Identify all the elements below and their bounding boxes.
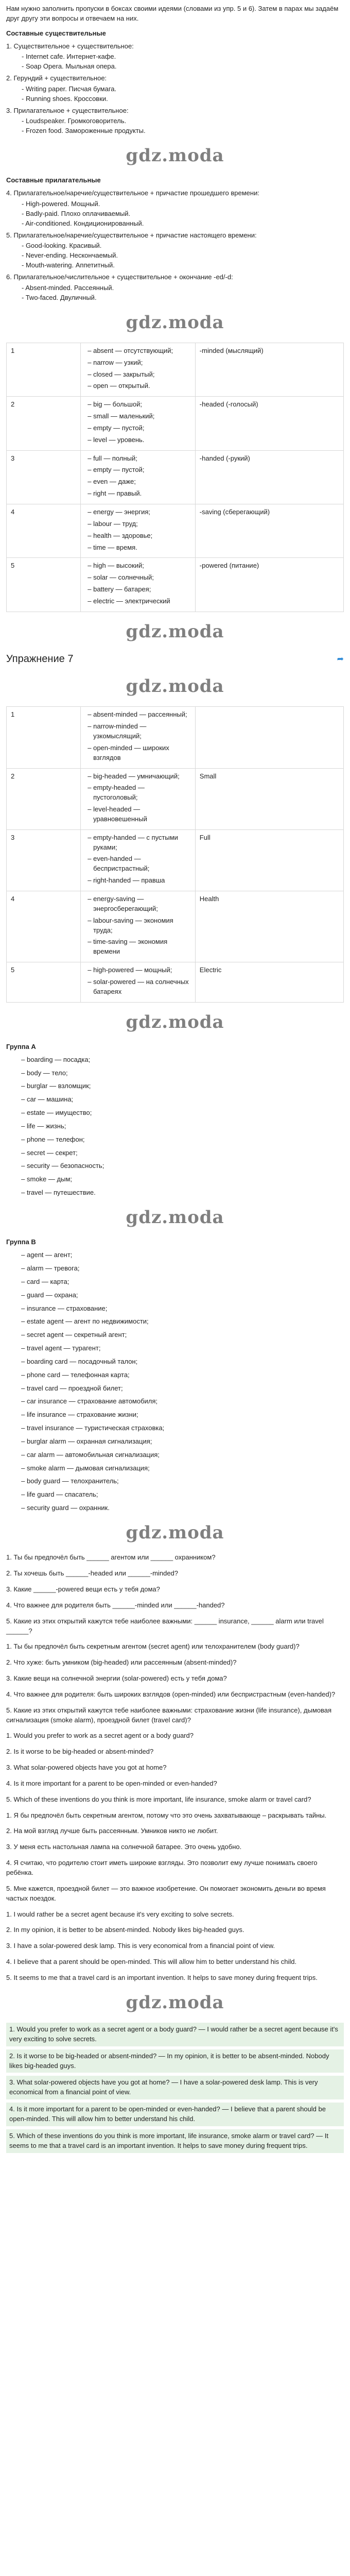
dialog-line: 3. What solar-powered objects have you got at home? — I have a solar-powered desk lamp. This is very economical from a financial point of view.: [6, 2076, 344, 2099]
word-cell: [81, 504, 196, 557]
word-item: – boarding — посадка;: [27, 1055, 344, 1065]
dialog-line: 2. Is it worse to be big-headed or absent-minded? — In my opinion, it is better to be absent-minded. Nobody likes big-headed guys.: [6, 2049, 344, 2073]
qa-line: 4. Я считаю, что родителю стоит иметь широкие взгляды. Это позволит ему лучше понимать своего ребёнка.: [6, 1859, 318, 1877]
watermark: gdz.moda: [126, 1011, 224, 1032]
row-number: 1: [7, 707, 81, 768]
group-b-list: [6, 1250, 344, 1513]
word-item: – high — высокий;: [93, 561, 191, 571]
word-item: – estate agent — агент по недвижимости;: [27, 1317, 344, 1327]
word-item: – security — безопасность;: [27, 1161, 344, 1171]
watermark: gdz.moda: [126, 1522, 224, 1543]
qa-line: 4. Is it more important for a parent to be open-minded or even-handed?: [6, 1779, 217, 1787]
table-row: [7, 558, 344, 612]
word-list: [85, 561, 191, 606]
word-item: – energy-saving — энергосберегающий;: [93, 894, 191, 914]
row-number: 5: [7, 962, 81, 1003]
suffix-cell: Electric: [195, 962, 343, 1003]
row-number: 4: [7, 891, 81, 962]
word-item: – life guard — спасатель;: [27, 1490, 344, 1500]
word-item: – insurance — страхование;: [27, 1304, 344, 1314]
example-line: - Never-ending. Нескончаемый.: [22, 251, 118, 260]
item-number: 1.: [6, 42, 14, 50]
suffix-cell: Full: [195, 829, 343, 891]
word-item: – life — жизнь;: [27, 1122, 344, 1131]
word-cell: [81, 450, 196, 504]
qa-line: 1. Would you prefer to work as a secret agent or a body guard?: [6, 1732, 194, 1740]
word-list: [85, 894, 191, 957]
qa-line: 5. It seems to me that a travel card is an important invention. It helps to save money during frequent trips.: [6, 1973, 318, 1981]
word-item: – burglar — взломщик;: [27, 1081, 344, 1091]
word-item: – empty — пустой;: [93, 423, 191, 433]
qa-line: 1. Я бы предпочёл быть секретным агентом, потому что это очень захватывающе – раскрывать тайны.: [6, 1811, 327, 1819]
group-a-heading: Группа A: [6, 1042, 36, 1050]
example-line: - Badly-paid. Плохо оплачиваемый.: [22, 209, 131, 217]
word-item: – full — полный;: [93, 454, 191, 464]
watermark: gdz.moda: [126, 676, 224, 697]
word-item: – solar — солнечный;: [93, 573, 191, 583]
word-list: [85, 710, 191, 762]
word-item: – even-handed — беспристрастный;: [93, 854, 191, 874]
word-item: – secret — секрет;: [27, 1148, 344, 1158]
word-item: – smoke — дым;: [27, 1175, 344, 1184]
nouns-heading: Составные существительные: [6, 29, 106, 37]
qa-line: 4. Что важнее для родителя: быть широких взглядов (open-minded) или беспристрастным (even-handed)?: [6, 1690, 336, 1698]
word-item: – agent — агент;: [27, 1250, 344, 1260]
word-item: – absent — отсутствующий;: [93, 346, 191, 356]
suffix-cell: -headed (-голосый): [195, 397, 343, 450]
row-number: 3: [7, 829, 81, 891]
word-item: – time-saving — экономия времени: [93, 937, 191, 957]
item-text: Прилагательное/числительное + существительное + окончание -ed/-d:: [13, 273, 233, 281]
table-row: [7, 707, 344, 768]
adjectives-list: [6, 189, 344, 302]
qa-line: 2. Is it worse to be big-headed or absent-minded?: [6, 1748, 154, 1756]
group-a-list: [6, 1055, 344, 1198]
word-item: – travel insurance — туристическая страховка;: [27, 1423, 344, 1433]
word-item: – body guard — телохранитель;: [27, 1477, 344, 1486]
word-item: – travel — путешествие.: [27, 1188, 344, 1198]
example-line: - Internet cafe. Интернет-кафе.: [22, 53, 116, 61]
example-line: - Running shoes. Кроссовки.: [22, 94, 108, 103]
suffix-cell: -saving (сберегающий): [195, 504, 343, 557]
qa-line: 3. Какие вещи на солнечной энергии (solar-powered) есть у тебя дома?: [6, 1674, 227, 1683]
qa-line: 5. Which of these inventions do you think is more important, life insurance, smoke alarm or travel card?: [6, 1795, 311, 1803]
watermark: gdz.moda: [126, 1992, 224, 2013]
item-text: Прилагательное/наречие/существительное + причастие прошедшего времени:: [13, 189, 259, 197]
table-row: [7, 829, 344, 891]
qa-line: 1. I would rather be a secret agent because it's very exciting to solve secrets.: [6, 1910, 234, 1918]
word-item: – travel agent — турагент;: [27, 1344, 344, 1353]
word-cell: [81, 962, 196, 1003]
word-cell: [81, 829, 196, 891]
suffix-cell: -powered (питание): [195, 558, 343, 612]
qa-line: 1. Ты бы предпочёл быть секретным агентом (secret agent) или телохранителем (body guard)?: [6, 1642, 300, 1651]
example-line: - Soap Opera. Мыльная опера.: [22, 62, 117, 71]
example-line: - Frozen food. Замороженные продукты.: [22, 127, 146, 135]
qa-line: 2. In my opinion, it is better to be absent-minded. Nobody likes big-headed guys.: [6, 1926, 244, 1934]
word-item: – narrow-minded — узкомыслящий;: [93, 722, 191, 741]
word-item: – energy — энергия;: [93, 507, 191, 517]
row-number: 5: [7, 558, 81, 612]
word-item: – absent-minded — рассеянный;: [93, 710, 191, 720]
word-item: – closed — закрытый;: [93, 370, 191, 380]
watermark: gdz.moda: [126, 621, 224, 642]
list-item: [6, 273, 344, 282]
dialog-line: 1. Would you prefer to work as a secret agent or a body guard? — I would rather be a secret agent because it's very exciting to solve secrets.: [6, 2023, 344, 2046]
word-item: – phone — телефон;: [27, 1135, 344, 1145]
word-item: – small — маленький;: [93, 412, 191, 421]
word-item: – level-headed — уравновешенный: [93, 805, 191, 824]
watermark: gdz.moda: [126, 312, 224, 333]
qa-line: 1. Ты бы предпочёл быть ______ агентом или ______ охранником?: [6, 1553, 216, 1562]
word-cell: [81, 707, 196, 768]
suffix-cell: Small: [195, 768, 343, 829]
row-number: 2: [7, 768, 81, 829]
list-item: [6, 231, 344, 241]
row-number: 3: [7, 450, 81, 504]
word-item: – right — правый.: [93, 489, 191, 499]
word-item: – even — даже;: [93, 477, 191, 487]
word-item: – life insurance — страхование жизни;: [27, 1410, 344, 1420]
intro-text: Нам нужно заполнить пропуски в боксах своими идеями (словами из упр. 5 и 6). Затем в парах мы задаём друг другу эти вопросы и отвечаем на них.: [6, 5, 339, 22]
word-list: [85, 400, 191, 445]
word-list: [85, 507, 191, 552]
word-item: – secret agent — секретный агент;: [27, 1330, 344, 1340]
qa-line: 3. I have a solar-powered desk lamp. This is very economical from a financial point of view.: [6, 1942, 275, 1950]
row-number: 1: [7, 343, 81, 396]
word-item: – narrow — узкий;: [93, 358, 191, 368]
suffix-cell: -minded (мыслящий): [195, 343, 343, 396]
list-item: [6, 189, 344, 198]
qa-line: 3. What solar-powered objects have you got at home?: [6, 1764, 167, 1772]
table-row: [7, 768, 344, 829]
watermark: gdz.moda: [126, 145, 224, 166]
item-number: 5.: [6, 231, 14, 239]
exercise-7-title: Упражнение 7: [6, 653, 74, 665]
compound-table-2: [6, 706, 344, 1002]
row-number: 2: [7, 397, 81, 450]
word-cell: [81, 558, 196, 612]
word-list: [85, 833, 191, 886]
qa-line: 3. Какие ______-powered вещи есть у тебя дома?: [6, 1585, 160, 1593]
word-cell: [81, 768, 196, 829]
word-list: [85, 772, 191, 824]
word-item: – big — большой;: [93, 400, 191, 410]
watermark: gdz.moda: [126, 1207, 224, 1228]
share-icon[interactable]: ➦: [337, 654, 344, 664]
word-item: – empty — пустой;: [93, 465, 191, 475]
table-row: [7, 450, 344, 504]
word-cell: [81, 397, 196, 450]
word-cell: [81, 891, 196, 962]
questions-answers: [6, 1553, 344, 1982]
example-line: - High-powered. Мощный.: [22, 200, 100, 208]
word-item: – burglar alarm — охранная сигнализация;: [27, 1437, 344, 1447]
word-item: – card — карта;: [27, 1277, 344, 1287]
word-item: – guard — охрана;: [27, 1291, 344, 1300]
word-item: – health — здоровье;: [93, 531, 191, 541]
dialog-list: [6, 2023, 344, 2153]
example-line: - Mouth-watering. Аппетитный.: [22, 261, 115, 269]
suffix-cell: [195, 707, 343, 768]
nouns-list: [6, 42, 344, 137]
word-list: [85, 346, 191, 391]
dialog-line: 4. Is it more important for a parent to be open-minded or even-handed? — I believe that a parent should be open-minded. This will allow him to better understand his child.: [6, 2103, 344, 2126]
table-row: [7, 962, 344, 1003]
word-item: – body — тело;: [27, 1069, 344, 1078]
compound-table-1: [6, 343, 344, 612]
word-item: – open — открытый.: [93, 381, 191, 391]
item-number: 6.: [6, 273, 14, 281]
word-item: – labour — труд;: [93, 519, 191, 529]
word-item: – battery — батарея;: [93, 585, 191, 595]
exercise-7-header: [6, 652, 344, 667]
list-item: [6, 74, 344, 83]
table-row: [7, 891, 344, 962]
qa-line: 5. Мне кажется, проездной билет — это важное изобретение. Он помогает экономить деньги во время частых поездок.: [6, 1884, 326, 1902]
table-row: [7, 397, 344, 450]
group-b-heading: Группа B: [6, 1238, 36, 1246]
suffix-cell: Health: [195, 891, 343, 962]
word-item: – empty-handed — с пустыми руками;: [93, 833, 191, 853]
item-text: Прилагательное + существительное:: [13, 106, 129, 114]
example-line: - Absent-minded. Рассеянный.: [22, 283, 114, 292]
word-item: – open-minded — широких взглядов: [93, 743, 191, 763]
word-item: – phone card — телефонная карта;: [27, 1370, 344, 1380]
word-item: – solar-powered — на солнечных батареях: [93, 977, 191, 997]
item-number: 2.: [6, 74, 14, 82]
item-number: 3.: [6, 106, 14, 114]
qa-line: 2. На мой взгляд лучше быть рассеянным. Умников никто не любит.: [6, 1827, 218, 1835]
qa-line: 5. Какие из этих открытий кажутся тебе наиболее важными: страхование жизни (life insurance), дымовая сигнализация (smoke alarm), проездной билет (travel card)?: [6, 1706, 332, 1724]
word-item: – security guard — охранник.: [27, 1503, 344, 1513]
dialog-line: 5. Which of these inventions do you think is more important, life insurance, smoke alarm or travel card? — It seems to me that a travel card is an important invention. It helps to save money during frequent trips.: [6, 2129, 344, 2153]
qa-line: 4. I believe that a parent should be open-minded. This will allow him to better understand his child.: [6, 1958, 297, 1966]
word-item: – smoke alarm — дымовая сигнализация;: [27, 1464, 344, 1473]
qa-line: 2. Ты хочешь быть ______-headed или ______-minded?: [6, 1569, 179, 1578]
word-item: – car — машина;: [27, 1095, 344, 1105]
qa-line: 5. Какие из этих открытий кажутся тебе наиболее важными: ______ insurance, ______ alarm или travel ______?: [6, 1617, 324, 1635]
word-cell: [81, 343, 196, 396]
word-item: – high-powered — мощный;: [93, 965, 191, 975]
suffix-cell: -handed (-рукий): [195, 450, 343, 504]
item-text: Герундий + существительное:: [13, 74, 107, 82]
qa-line: 3. У меня есть настольная лампа на солнечной батарее. Это очень удобно.: [6, 1843, 242, 1851]
list-item: [6, 42, 344, 52]
item-text: Прилагательное/наречие/существительное + причастие настоящего времени:: [13, 231, 257, 239]
word-item: – estate — имущество;: [27, 1108, 344, 1118]
word-item: – alarm — тревога;: [27, 1264, 344, 1274]
table-row: [7, 343, 344, 396]
adjectives-heading: Составные прилагательные: [6, 176, 101, 184]
word-item: – big-headed — умничающий;: [93, 772, 191, 782]
word-item: – travel card — проездной билет;: [27, 1384, 344, 1394]
qa-line: 2. Что хуже: быть умником (big-headed) или рассеянным (absent-minded)?: [6, 1658, 237, 1667]
table-row: [7, 504, 344, 557]
qa-line: 4. Что важнее для родителя быть ______-minded или ______-handed?: [6, 1601, 225, 1609]
example-line: - Loudspeaker. Громкоговоритель.: [22, 117, 127, 125]
item-text: Существительное + существительное:: [13, 42, 134, 50]
word-item: – time — время.: [93, 543, 191, 553]
word-item: – empty-headed — пустоголовый;: [93, 783, 191, 803]
example-line: - Writing paper. Писчая бумага.: [22, 84, 117, 93]
word-item: – right-handed — правша: [93, 876, 191, 886]
list-item: [6, 106, 344, 116]
word-item: – labour-saving — экономия труда;: [93, 916, 191, 936]
item-number: 4.: [6, 189, 14, 197]
example-line: - Good-looking. Красивый.: [22, 242, 102, 250]
word-item: – electric — электрический: [93, 597, 191, 606]
example-line: - Two-faced. Двуличный.: [22, 293, 97, 301]
word-item: – level — уровень.: [93, 435, 191, 445]
word-list: [85, 965, 191, 997]
word-item: – boarding card — посадочный талон;: [27, 1357, 344, 1367]
word-item: – car alarm — автомобильная сигнализация;: [27, 1450, 344, 1460]
example-line: - Air-conditioned. Кондиционированный.: [22, 219, 144, 227]
row-number: 4: [7, 504, 81, 557]
word-item: – car insurance — страхование автомобиля;: [27, 1397, 344, 1406]
word-list: [85, 454, 191, 499]
